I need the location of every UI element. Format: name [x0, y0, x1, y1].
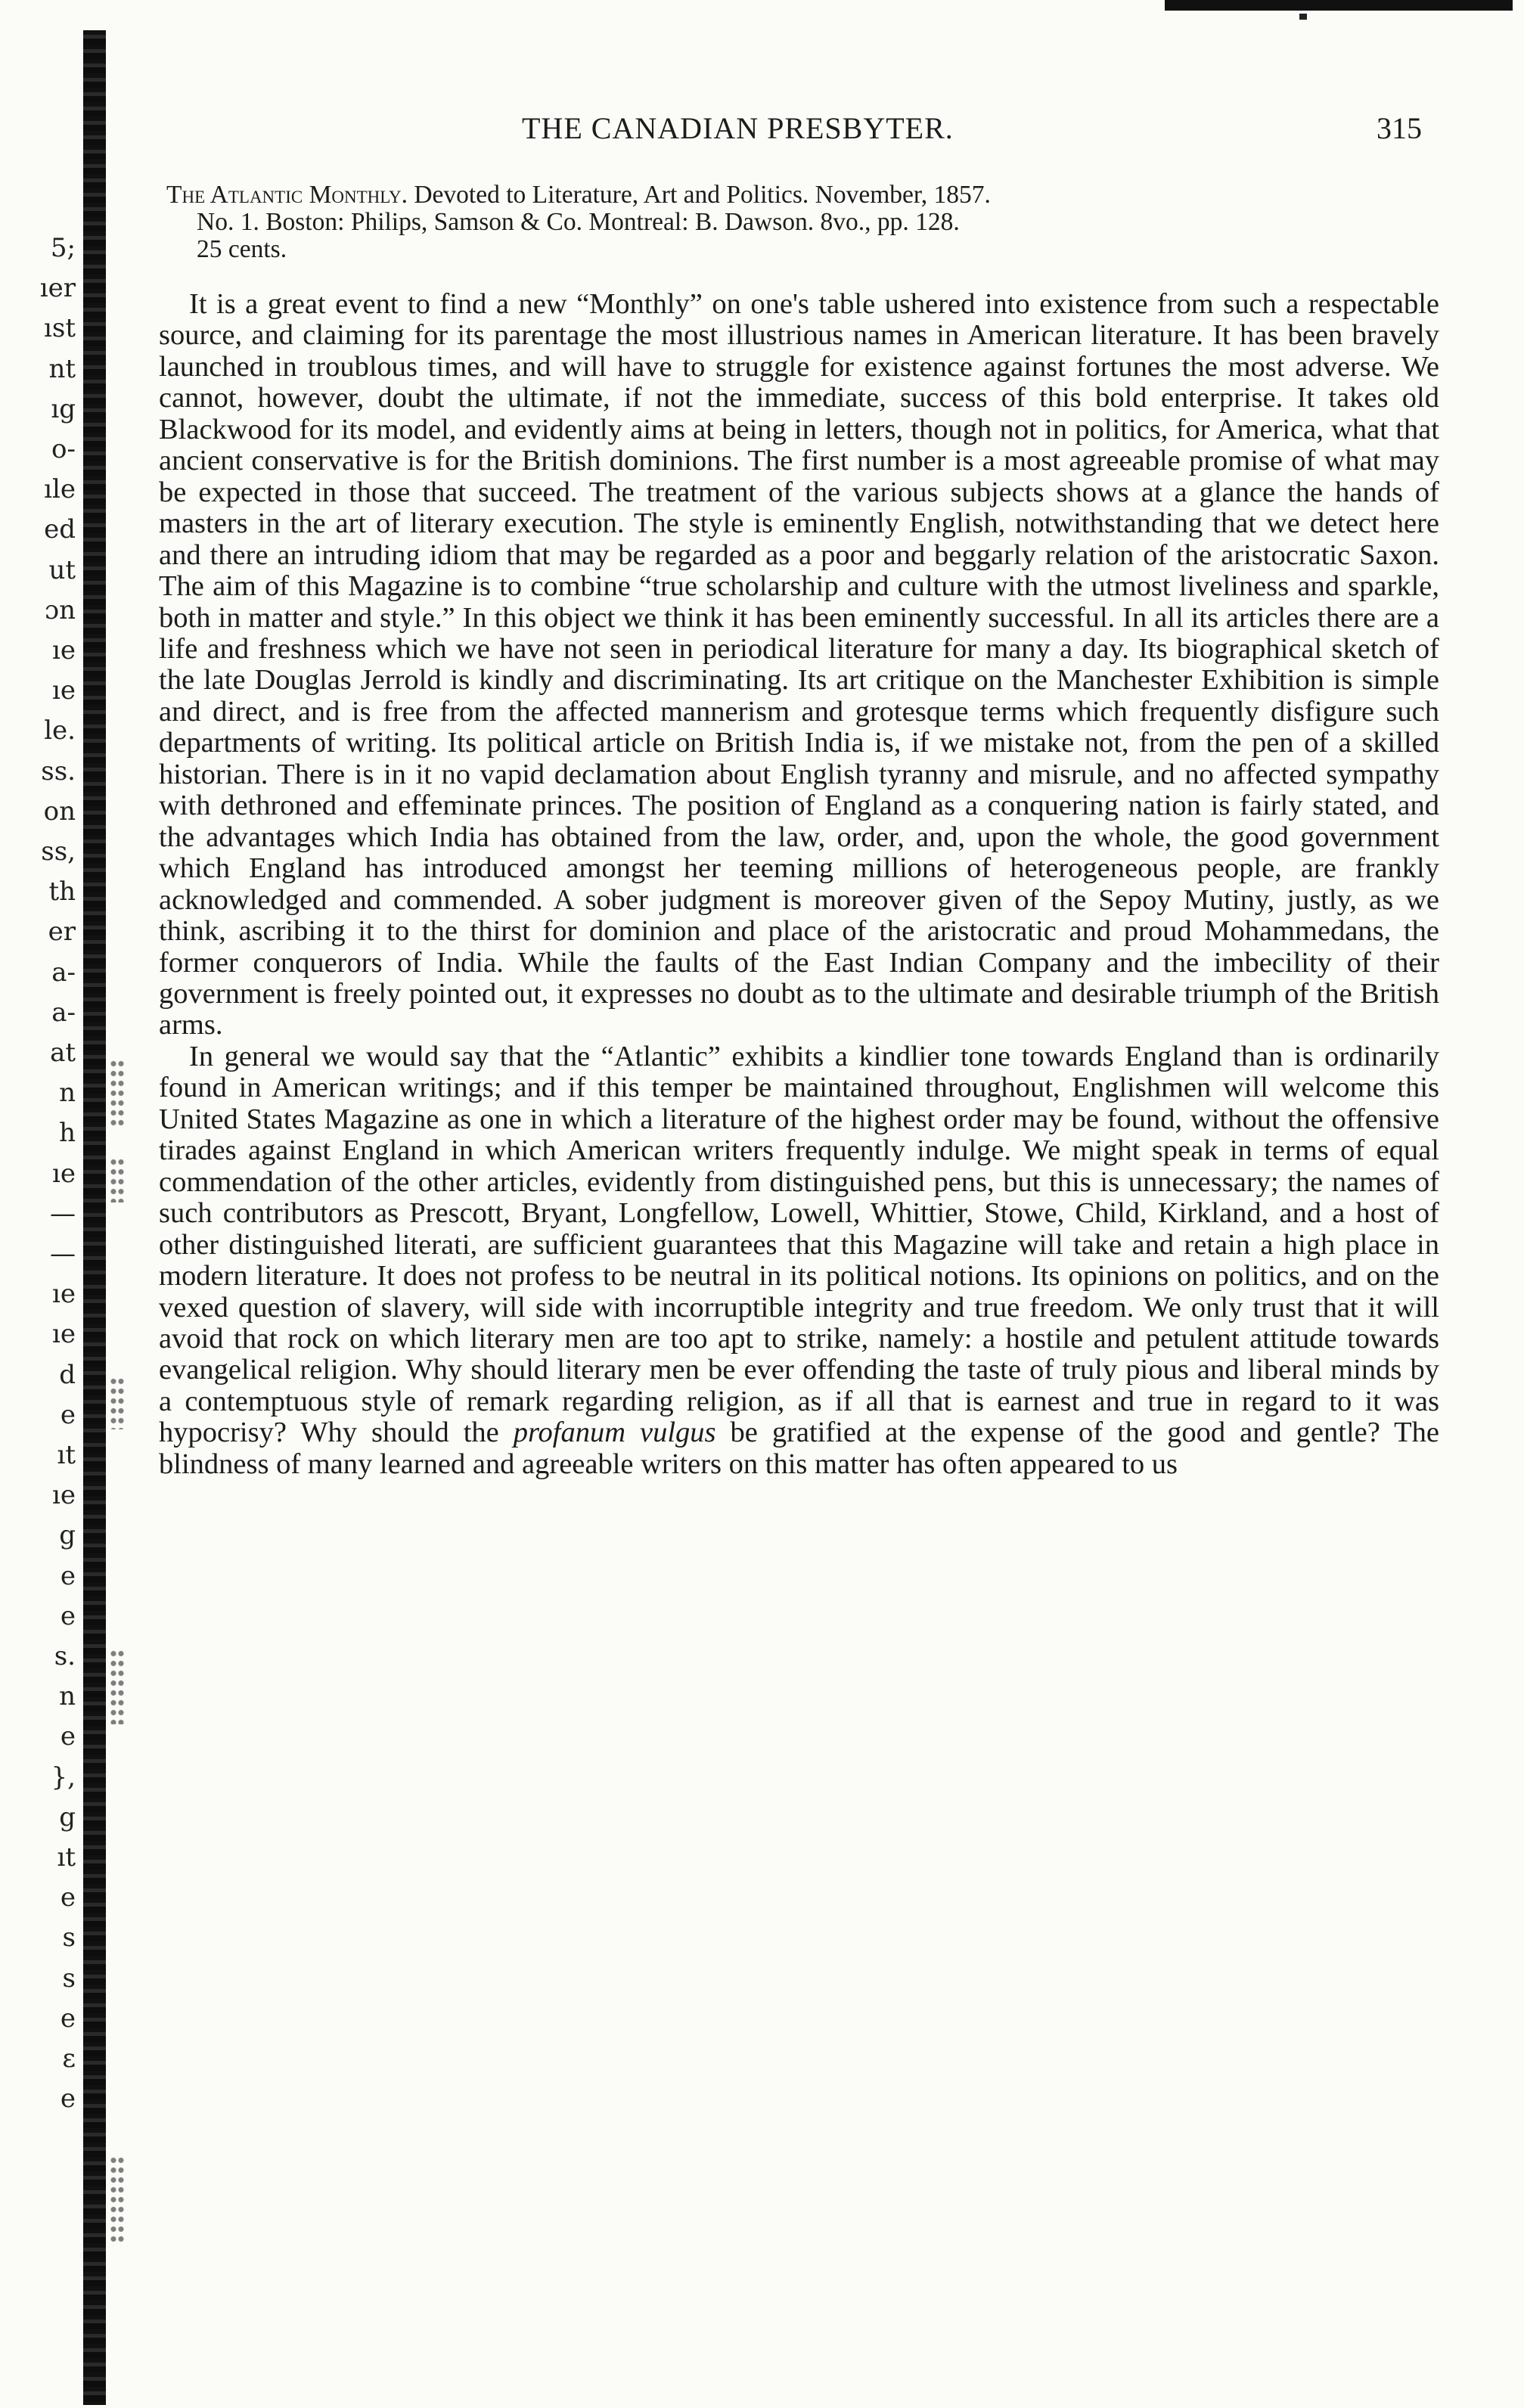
margin-fragment: a-	[51, 997, 76, 1028]
page-gutter-shadow	[83, 30, 106, 2405]
citation-line-1	[166, 182, 1429, 209]
gutter-speckle	[110, 1376, 125, 1429]
margin-fragment: ıg	[51, 393, 76, 424]
margin-fragment: ıe	[52, 1480, 76, 1511]
citation-line-3: 25 cents.	[197, 235, 287, 263]
margin-fragment: —	[50, 1198, 76, 1229]
margin-fragment: e	[60, 1560, 76, 1591]
margin-fragment: },	[51, 1761, 76, 1792]
periodical-title: The Atlantic Monthly.	[166, 181, 408, 209]
margin-fragment: g	[59, 1520, 76, 1551]
margin-fragment: o-	[51, 434, 76, 464]
margin-fragment: ıe	[52, 635, 76, 666]
running-head: THE CANADIAN PRESBYTER.	[522, 111, 954, 145]
margin-fragment: e	[60, 1721, 76, 1752]
margin-fragment: n	[59, 1078, 76, 1109]
page-number: 315	[1377, 111, 1422, 145]
margin-fragment: 5;	[50, 233, 76, 263]
margin-fragment: s	[62, 1963, 76, 1994]
margin-fragment: e	[60, 2003, 76, 2034]
margin-bleed-through	[0, 0, 76, 2408]
margin-fragment: h	[59, 1118, 76, 1149]
margin-fragment: e	[60, 2084, 76, 2115]
book-citation	[166, 182, 1429, 263]
margin-fragment: s.	[54, 1641, 76, 1671]
margin-fragment: on	[43, 796, 76, 827]
margin-fragment: d	[59, 1359, 76, 1390]
scan-top-tick	[1299, 14, 1307, 20]
margin-fragment: ıe	[52, 1279, 76, 1310]
gutter-speckle	[110, 1059, 125, 1127]
italic-phrase: profanum vulgus	[513, 1417, 716, 1449]
margin-fragment: a-	[51, 957, 76, 988]
margin-fragment: ɛ	[62, 2043, 76, 2074]
margin-fragment: g	[59, 1801, 76, 1832]
margin-fragment: e	[60, 1882, 76, 1913]
margin-fragment: e	[60, 1600, 76, 1631]
margin-fragment: ıt	[57, 1842, 76, 1873]
margin-fragment: —	[50, 1239, 76, 1269]
margin-fragment: th	[48, 877, 76, 908]
margin-fragment: ıe	[52, 1158, 76, 1189]
margin-fragment: nt	[48, 353, 76, 384]
margin-fragment: ut	[48, 554, 76, 585]
margin-fragment: ss,	[41, 836, 76, 867]
gutter-speckle	[110, 1157, 125, 1202]
margin-fragment: ıe	[52, 1319, 76, 1350]
margin-fragment: ɔn	[45, 594, 76, 625]
margin-fragment: ıt	[57, 1440, 76, 1470]
margin-fragment: ed	[44, 514, 76, 545]
margin-fragment: n	[59, 1681, 76, 1712]
review-body	[159, 289, 1439, 1480]
gutter-speckle	[110, 2155, 125, 2246]
paragraph: It is a great event to find a new “Monthly” on one's table ushered into existence from such a respectable source, and claiming for its parentage the most illustrious names in American literature. It has been bravely launched in troublous times, and will have to struggle for existence against fortunes the most adverse. We cannot, however, doubt the ultimate, if not the immediate, success of this bold enterprise. It takes old Blackwood for its model, and evidently aims at being in letters, though not in politics, for America, what that ancient conservative is for the British dominions. The first number is a most agreeable promise of what may be expected in those that succeed. The treatment of the various subjects shows at a glance the hands of masters in the art of literary execution. The style is eminently English, notwithstanding that we detect here and there an intruding idiom that may be regarded as a poor and beggarly relation of the aristocratic Saxon. The aim of this Magazine is to combine “true scholarship and culture with the utmost liveliness and sparkle, both in matter and style.” In this object we think it has been eminently successful. In all its articles there are a life and freshness which we have not seen in periodical literature for many a day. Its biographical sketch of the late Douglas Jerrold is kindly and discriminating. Its art critique on the Manchester Exhibition is simple and direct, and is free from the affected mannerism and grotesque terms which frequently disfigure such departments of writing. Its political article on British India is, if we mistake not, from the pen of a skilled historian. There is in it no vapid declamation about English tyranny and misrule, and no affected sympathy with dethroned and effeminate princes. The position of England as a conquering nation is fairly stated, and the advantages which India has obtained from the law, order, and, upon the whole, the good government which England has introduced amongst her teeming millions of heterogeneous people, are frankly acknowledged and commended. A sober judgment is moreover given of the Sepoy Mutiny, justly, as we think, ascribing it to the thirst for dominion and place of the aristocratic and proud Mohammedans, the former conquerors of India. While the faults of the East Indian Company and the imbecility of their government is freely pointed out, it expresses no doubt as to the ultimate and desirable triumph of the British arms.	[159, 288, 1439, 1041]
scan-top-rule	[1165, 0, 1513, 11]
paragraph	[159, 1041, 1439, 1480]
paragraph-text: be gratified at the expense of the good and gentle? The blindness of many learned and agreeable writers on this matter has often appeared to us	[159, 1417, 1439, 1480]
margin-fragment: at	[50, 1038, 76, 1068]
margin-fragment: e	[60, 1399, 76, 1430]
gutter-speckle	[110, 1649, 125, 1724]
margin-fragment: ıer	[39, 273, 76, 304]
citation-line-2: No. 1. Boston: Philips, Samson & Co. Montreal: B. Dawson. 8vo., pp. 128.	[197, 208, 960, 236]
margin-fragment: ıe	[52, 675, 76, 706]
margin-fragment: ıst	[44, 313, 76, 344]
paragraph-text: In general we would say that the “Atlantic” exhibits a kindlier tone towards England than is ordinarily found in American writings; and if this temper be maintained throughout, Englishmen will welcome this United States Magazine as one in which a literature of the highest order may be found, without the offensive tirades against England in which American writers frequently indulge. We might speak in terms of equal commendation of the other articles, evidently from distinguished pens, but this is unnecessary; the names of such contributors as Prescott, Bryant, Longfellow, Lowell, Whittier, Stowe, Child, Kirkland, and a host of other distinguished literati, are sufficient guarantees that this Magazine will take and retain a high place in modern literature. It does not profess to be neutral in its political notions. Its opinions on politics, and on the vexed question of slavery, will side with incorruptible integrity and true freedom. We only trust that it will avoid that rock on which literary men are too apt to strike, namely: a hostile and petulent attitude towards evangelical religion. Why should literary men be ever offending the taste of truly pious and liberal minds by a contemptuous style of remark regarding religion, as if all that is earnest and true in regard to it was hypocrisy? Why should the	[159, 1040, 1439, 1449]
margin-fragment: s	[62, 1922, 76, 1953]
margin-fragment: er	[48, 917, 76, 948]
margin-fragment: ss.	[41, 756, 76, 787]
margin-fragment: ıle	[44, 474, 76, 505]
citation-details: Devoted to Literature, Art and Politics. November, 1857.	[407, 181, 991, 209]
margin-fragment: le.	[44, 715, 76, 746]
